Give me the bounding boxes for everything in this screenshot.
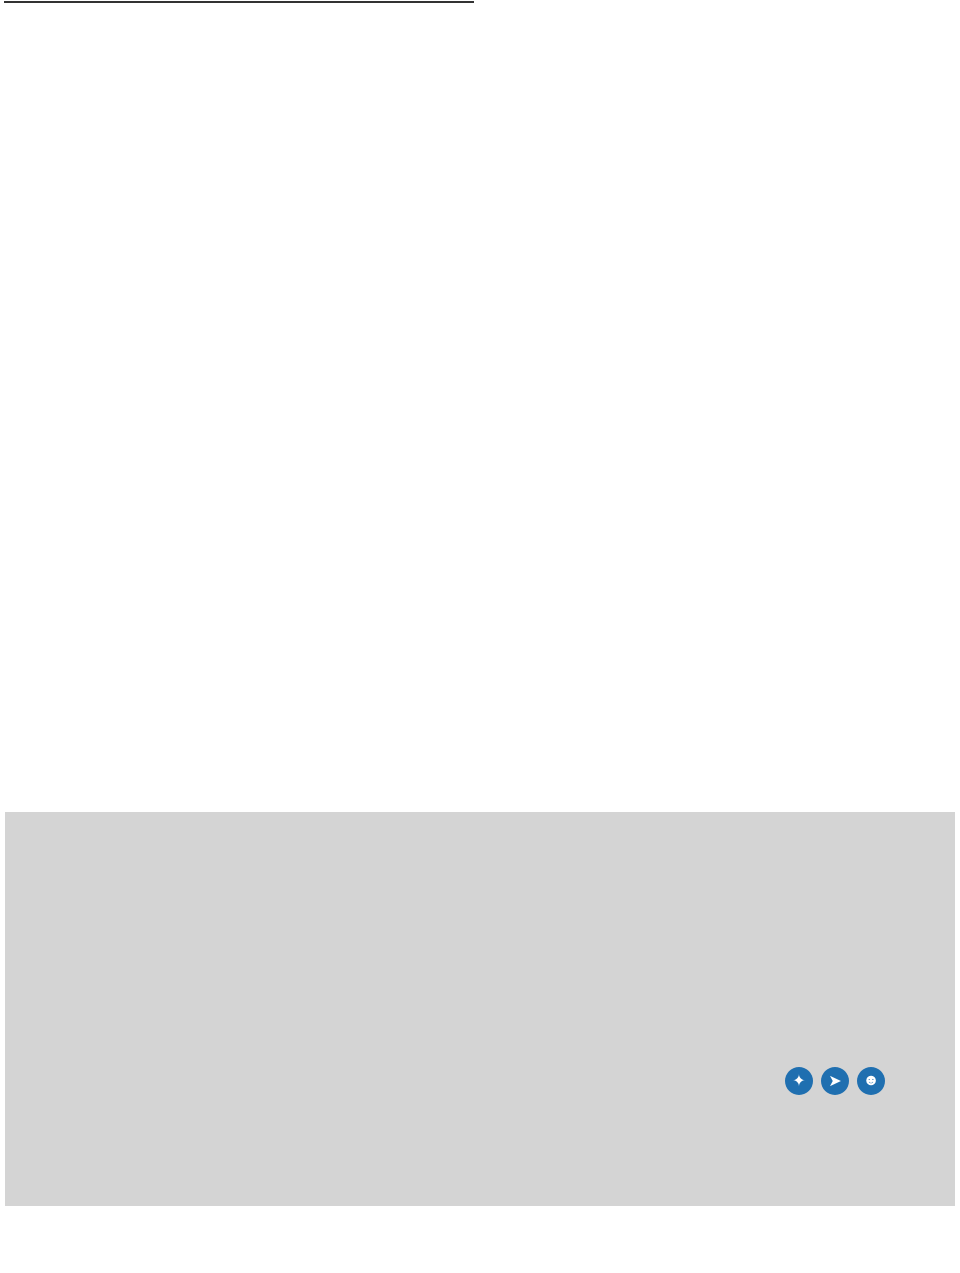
left-column	[4, 0, 474, 3]
attribute-icons	[785, 1067, 885, 1095]
aeroflex-logo	[755, 916, 945, 918]
section-heading	[4, 0, 474, 3]
contact-banner	[5, 812, 955, 1206]
solution-minded-icon: ✦	[785, 1067, 813, 1095]
customer-focused-icon: ☻	[857, 1067, 885, 1095]
performance-driven-icon: ➤	[821, 1067, 849, 1095]
